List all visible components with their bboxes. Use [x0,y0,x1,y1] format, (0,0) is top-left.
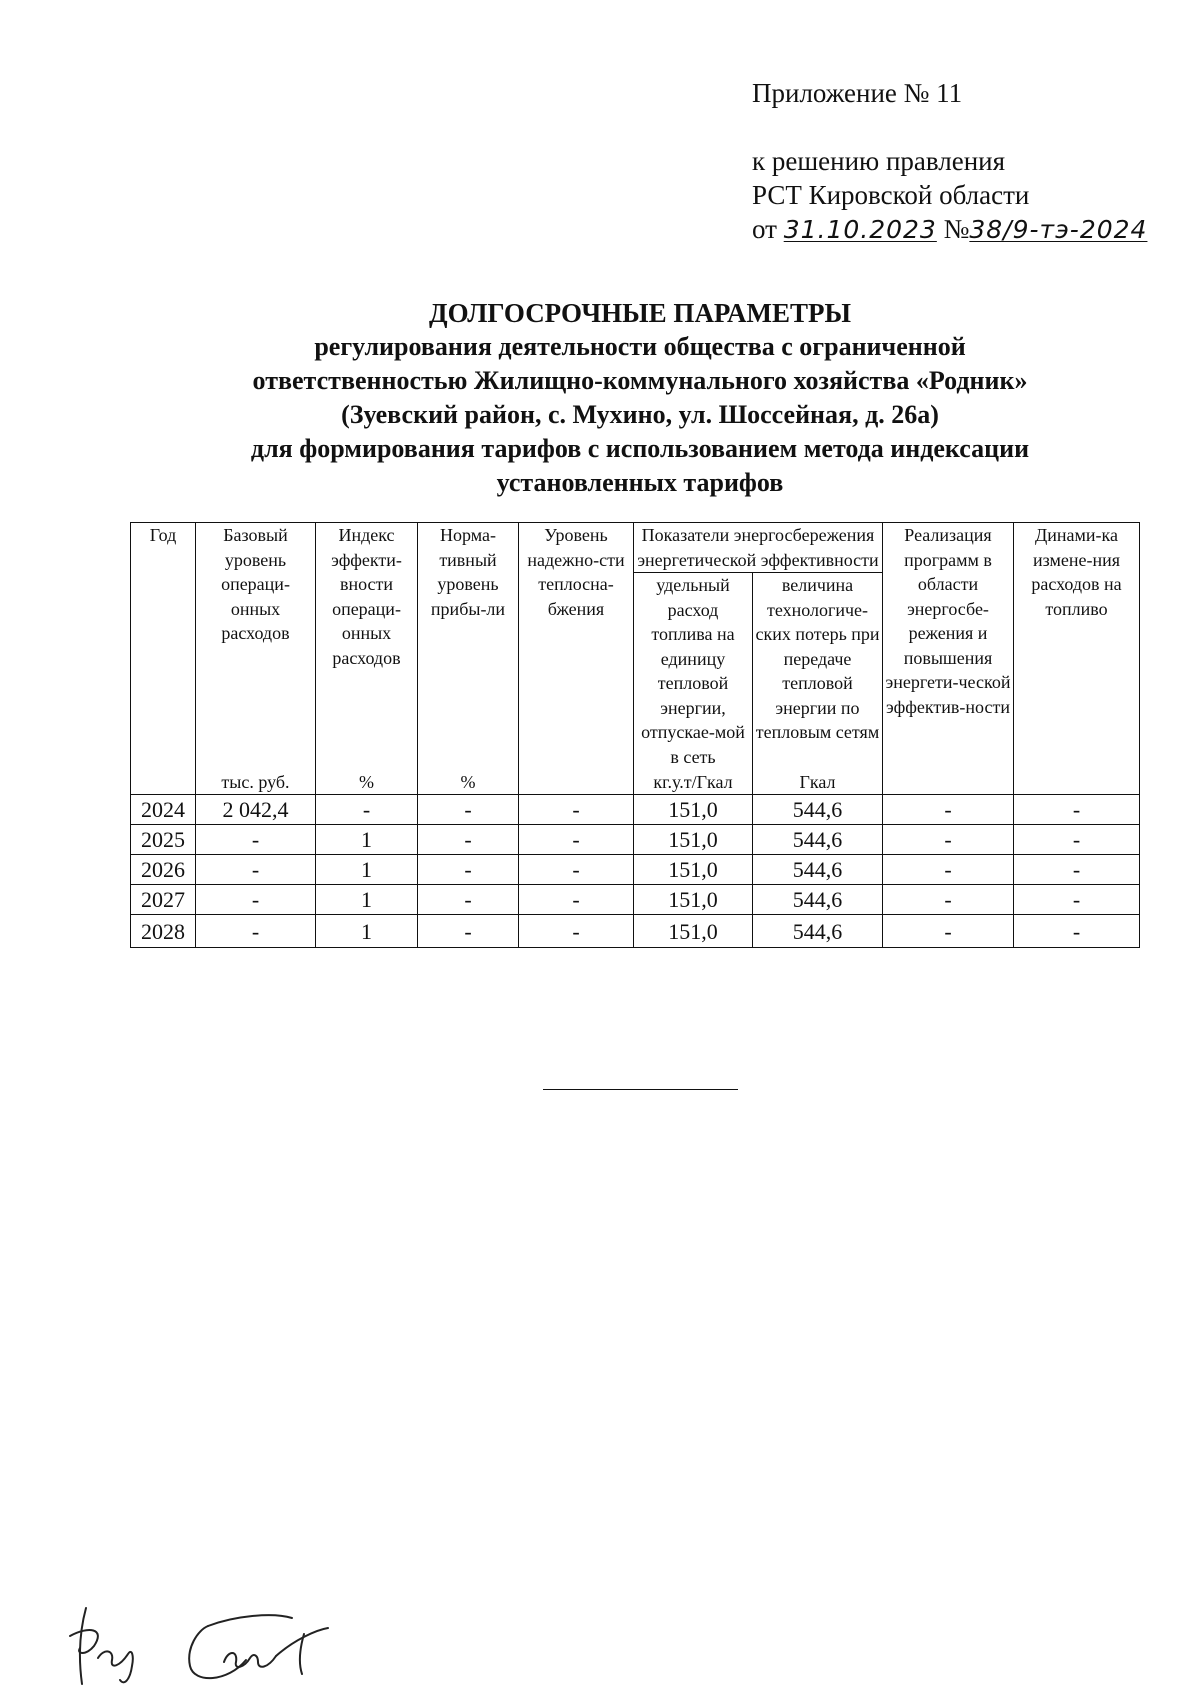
table-row [131,855,1140,885]
appendix-title: Приложение № 11 [752,78,963,108]
heading-line-5: установленных тарифов [496,468,784,497]
cell-efficiency-index: 1 [316,825,418,855]
header-heat-losses: величина технологиче-ских потерь при передаче тепловой энергии по тепловым сетям [753,573,883,770]
decision-date: 31.10.2023 [783,215,937,244]
cell-heat-losses: 544,6 [753,825,883,855]
appendix-decision-line: к решению правления [752,146,1006,176]
cell-efficiency-index: 1 [316,855,418,885]
header-programs: Реализация программ в области энергосбе-режения и повышения энергети-ческой эффектив-ности [883,523,1014,795]
table-row [131,825,1140,855]
cell-base-level: - [196,855,316,885]
header-energy-saving-group: Показатели энергосбережения энергетической эффективности [634,523,883,573]
cell-programs: - [883,915,1014,948]
cell-fuel-dynamics: - [1014,855,1140,885]
table-row [131,915,1140,948]
parameters-table [130,522,1140,948]
cell-year: 2024 [131,795,196,825]
heading-line-4: для формирования тарифов с использованием метода индексации [250,434,1030,463]
cell-profit-level: - [418,915,519,948]
heading-line-1: регулирования деятельности общества с ограниченной [314,332,966,361]
header-year: Год [131,523,196,795]
header-efficiency-index: Индекс эффекти-вности операци-онных расходов [316,523,418,770]
cell-profit-level: - [418,855,519,885]
appendix-block [752,76,1147,247]
cell-fuel-consumption: 151,0 [634,915,753,948]
cell-heat-losses: 544,6 [753,855,883,885]
number-prefix: № [943,214,970,244]
cell-base-level: - [196,825,316,855]
cell-reliability: - [519,885,634,915]
cell-efficiency-index: - [316,795,418,825]
handwritten-signature-icon [58,1600,378,1690]
cell-efficiency-index: 1 [316,885,418,915]
cell-reliability: - [519,825,634,855]
appendix-authority-line: РСТ Кировской области [752,180,1030,210]
cell-fuel-dynamics: - [1014,915,1140,948]
cell-base-level: - [196,915,316,948]
unit-heat-losses: Гкал [753,769,883,795]
cell-reliability: - [519,795,634,825]
cell-programs: - [883,855,1014,885]
cell-efficiency-index: 1 [316,915,418,948]
separator-line [543,1089,738,1090]
unit-fuel-consumption: кг.у.т/Гкал [634,769,753,795]
cell-heat-losses: 544,6 [753,915,883,948]
cell-profit-level: - [418,825,519,855]
header-fuel-consumption: удельный расход топлива на единицу тепловой энергии, отпускае-мой в сеть [634,573,753,770]
header-base-level: Базовый уровень операци-онных расходов [196,523,316,770]
cell-reliability: - [519,915,634,948]
table-row [131,885,1140,915]
cell-programs: - [883,825,1014,855]
heading-main: ДОЛГОСРОЧНЫЕ ПАРАМЕТРЫ [429,298,851,328]
cell-base-level: - [196,885,316,915]
cell-year: 2026 [131,855,196,885]
header-reliability: Уровень надежно-сти теплосна-бжения [519,523,634,795]
header-fuel-dynamics: Динами-ка измене-ния расходов на топливо [1014,523,1140,795]
cell-programs: - [883,885,1014,915]
document-heading [110,296,1170,500]
cell-year: 2028 [131,915,196,948]
cell-base-level: 2 042,4 [196,795,316,825]
unit-base-level: тыс. руб. [196,769,316,795]
unit-efficiency-index: % [316,769,418,795]
cell-programs: - [883,795,1014,825]
decision-number: 38/9-тэ-2024 [969,215,1148,244]
cell-heat-losses: 544,6 [753,795,883,825]
unit-profit-level: % [418,769,519,795]
cell-fuel-dynamics: - [1014,825,1140,855]
cell-profit-level: - [418,795,519,825]
cell-fuel-dynamics: - [1014,885,1140,915]
header-profit-level: Норма-тивный уровень прибы-ли [418,523,519,770]
cell-year: 2025 [131,825,196,855]
date-prefix: от [752,214,777,244]
cell-reliability: - [519,855,634,885]
cell-fuel-consumption: 151,0 [634,825,753,855]
cell-profit-level: - [418,885,519,915]
cell-fuel-consumption: 151,0 [634,885,753,915]
cell-year: 2027 [131,885,196,915]
heading-line-2: ответственностью Жилищно-коммунального хозяйства «Родник» [252,366,1028,395]
cell-fuel-consumption: 151,0 [634,855,753,885]
heading-line-3: (Зуевский район, с. Мухино, ул. Шоссейная, д. 26а) [341,400,939,429]
cell-fuel-dynamics: - [1014,795,1140,825]
appendix-date-line [752,212,1147,247]
cell-heat-losses: 544,6 [753,885,883,915]
cell-fuel-consumption: 151,0 [634,795,753,825]
table-row [131,795,1140,825]
